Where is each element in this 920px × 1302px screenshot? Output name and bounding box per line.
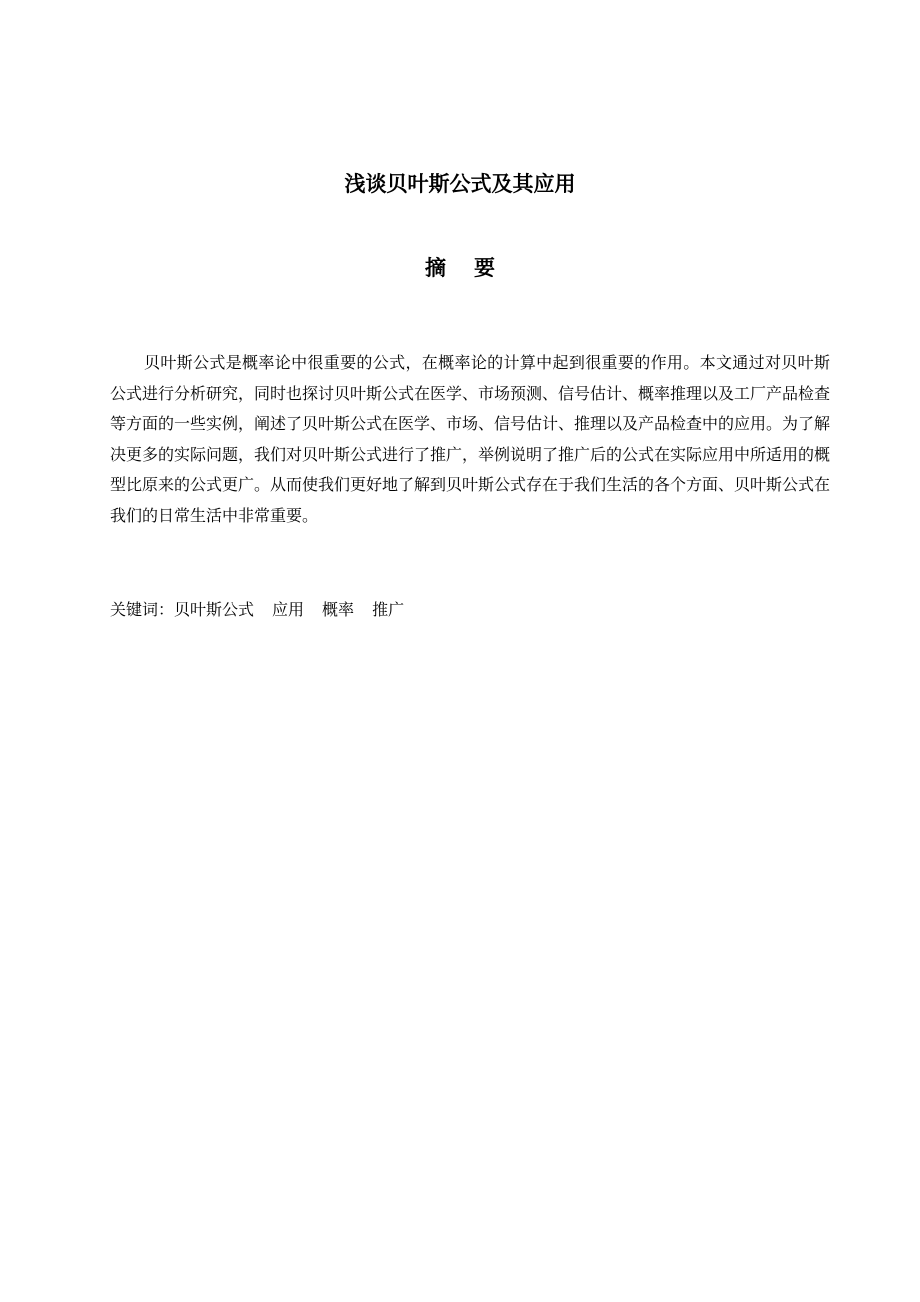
keyword-item: 概率 xyxy=(322,600,355,619)
keywords-label: 关键词： xyxy=(110,600,175,619)
keyword-item: 贝叶斯公式 xyxy=(174,600,255,619)
keyword-item: 推广 xyxy=(372,600,405,619)
keywords-line xyxy=(110,596,830,624)
abstract-body: 贝叶斯公式是概率论中很重要的公式，在概率论的计算中起到很重要的作用。本文通过对贝叶斯公式进行分析研究，同时也探讨贝叶斯公式在医学、市场预测、信号估计、概率推理以及工厂产品检查等方面的一些实例，阐述了贝叶斯公式在医学、市场、信号估计、推理以及产品检查中的应用。为了解决更多的实际问题，我们对贝叶斯公式进行了推广，举例说明了推广后的公式在实际应用中所适用的概型比原来的公式更广。从而使我们更好地了解到贝叶斯公式存在于我们生活的各个方面、贝叶斯公式在我们的日常生活中非常重要。 xyxy=(110,353,831,525)
abstract-heading-char-2: 要 xyxy=(474,256,495,280)
abstract-heading-char-1: 摘 xyxy=(425,256,446,280)
keyword-item: 应用 xyxy=(272,600,305,619)
document-title: 浅谈贝叶斯公式及其应用 xyxy=(344,172,576,196)
abstract-heading xyxy=(0,252,920,284)
